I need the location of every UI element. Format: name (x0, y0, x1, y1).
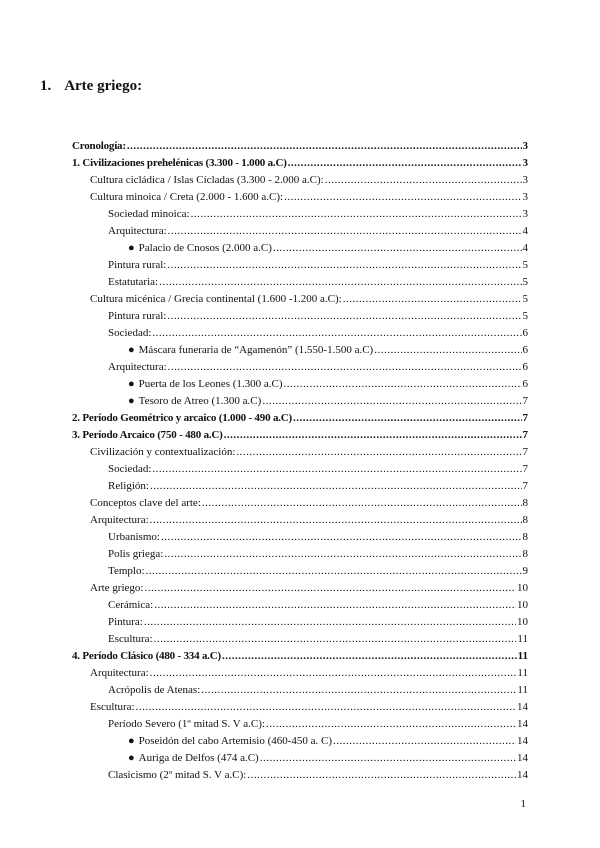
toc-entry[interactable] (72, 446, 528, 463)
toc-entry-text: Civilización y contextualización: (90, 446, 236, 458)
dot-leader (150, 480, 522, 492)
toc-entry-page: 6 (522, 344, 528, 356)
dot-leader (293, 412, 521, 424)
toc-entry-title (90, 701, 135, 713)
dot-leader (150, 514, 522, 526)
toc-entry[interactable] (72, 599, 528, 616)
toc-entry-page: 4 (522, 225, 528, 237)
toc-entry-text: Escultura: (108, 633, 153, 645)
toc-entry-page: 3 (522, 174, 528, 186)
dot-leader (222, 650, 517, 662)
toc-entry-text: Urbanismo: (108, 531, 160, 543)
toc-entry[interactable] (72, 480, 528, 497)
dot-leader (288, 157, 522, 169)
toc-entry-title (90, 582, 143, 594)
document-heading (40, 78, 142, 95)
toc-entry-title (90, 293, 342, 305)
toc-entry-text: Arquitectura: (108, 361, 167, 373)
toc-entry[interactable] (72, 718, 528, 735)
toc-entry[interactable] (72, 633, 528, 650)
toc-entry-title (108, 531, 160, 543)
toc-entry-text: Polis griega: (108, 548, 164, 560)
toc-entry-text: Templo: (108, 565, 145, 577)
dot-leader (236, 446, 521, 458)
toc-entry-page: 10 (517, 599, 528, 611)
toc-entry-page: 11 (517, 650, 528, 662)
toc-entry-page: 5 (522, 276, 528, 288)
dot-leader (144, 616, 516, 628)
toc-entry-page: 11 (517, 633, 528, 645)
toc-entry-text: Pintura rural: (108, 259, 167, 271)
toc-entry-text: 1. Civilizaciones prehelénicas (3.300 - 1.000 a.C) (72, 157, 287, 169)
toc-entry-page: 7 (522, 412, 528, 424)
toc-entry-page: 14 (517, 701, 528, 713)
toc-entry-title (90, 667, 149, 679)
toc-entry-text: Pintura: (108, 616, 143, 628)
toc-entry-title (90, 514, 149, 526)
dot-leader (284, 191, 521, 203)
dot-leader (152, 327, 521, 339)
toc-entry-title (90, 174, 324, 186)
toc-entry[interactable] (72, 463, 528, 480)
toc-entry-page: 4 (522, 242, 528, 254)
toc-entry-title (128, 242, 272, 254)
toc-entry[interactable] (72, 191, 528, 208)
toc-entry-title (128, 378, 283, 390)
toc-entry[interactable] (72, 327, 528, 344)
toc-entry-text: Poseidón del cabo Artemisio (460-450 a. C) (138, 735, 333, 747)
dot-leader (167, 259, 521, 271)
toc-entry-page: 11 (517, 684, 528, 696)
toc-entry-text: Estatutaria: (108, 276, 159, 288)
toc-entry-title (108, 616, 143, 628)
toc-entry-title (108, 769, 246, 781)
toc-entry-page: 7 (522, 446, 528, 458)
toc-entry[interactable] (72, 310, 528, 327)
bullet-icon: ● (128, 378, 135, 390)
toc-entry[interactable] (72, 514, 528, 531)
toc-entry-title (108, 276, 158, 288)
dot-leader (150, 667, 517, 679)
bullet-icon: ● (128, 395, 135, 407)
toc-entry[interactable] (72, 752, 528, 769)
dot-leader (144, 582, 516, 594)
toc-entry-text: Arquitectura: (90, 667, 149, 679)
toc-entry-title (108, 565, 145, 577)
toc-entry[interactable] (72, 701, 528, 718)
dot-leader (168, 225, 522, 237)
toc-entry-page: 6 (522, 327, 528, 339)
dot-leader (333, 735, 516, 747)
toc-entry-text: Tesoro de Atreo (1.300 a.C) (138, 395, 262, 407)
toc-entry-text: Cronología: (72, 140, 126, 152)
toc-entry[interactable] (72, 140, 528, 157)
toc-entry-title (72, 429, 223, 441)
toc-entry-text: Período Severo (1º mitad S. V a.C): (108, 718, 265, 730)
toc-entry-title (128, 395, 261, 407)
toc-entry-title (90, 497, 201, 509)
toc-entry[interactable] (72, 174, 528, 191)
toc-entry-page: 8 (522, 531, 528, 543)
toc-entry[interactable] (72, 361, 528, 378)
toc-entry-text: Acrópolis de Atenas: (108, 684, 201, 696)
toc-entry-page: 14 (517, 769, 528, 781)
toc-entry-text: Puerta de los Leones (1.300 a.C) (138, 378, 283, 390)
toc-entry[interactable] (72, 412, 528, 429)
dot-leader (152, 463, 521, 475)
toc-entry-title (108, 633, 153, 645)
toc-entry-page: 9 (522, 565, 528, 577)
toc-entry[interactable] (72, 650, 528, 667)
toc-entry-text: Clasicismo (2º mitad S. V a.C): (108, 769, 247, 781)
toc-entry-text: 3. Período Arcaico (750 - 480 a.C) (72, 429, 223, 441)
toc-entry-title (72, 650, 221, 662)
toc-entry[interactable] (72, 395, 528, 412)
dot-leader (146, 565, 522, 577)
dot-leader (167, 310, 521, 322)
toc-entry-title (108, 463, 151, 475)
toc-entry-text: Sociedad: (108, 327, 152, 339)
toc-entry-page: 6 (522, 361, 528, 373)
toc-entry-text: Cultura cicládica / Islas Cícladas (3.300 - 2.000 a.C): (90, 174, 324, 186)
toc-entry-title (108, 548, 163, 560)
toc-entry-page: 7 (522, 480, 528, 492)
toc-entry[interactable] (72, 344, 528, 361)
toc-entry-text: Religión: (108, 480, 149, 492)
toc-entry-title (90, 446, 235, 458)
toc-entry-page: 14 (517, 718, 528, 730)
toc-entry-page: 3 (522, 140, 528, 152)
toc-entry-page: 10 (517, 616, 528, 628)
toc-entry-text: Escultura: (90, 701, 135, 713)
toc-entry[interactable] (72, 548, 528, 565)
dot-leader (266, 718, 516, 730)
toc-entry-text: Conceptos clave del arte: (90, 497, 201, 509)
toc-entry-page: 6 (522, 378, 528, 390)
dot-leader (273, 242, 522, 254)
toc-entry-page: 8 (522, 548, 528, 560)
toc-entry-text: Arquitectura: (108, 225, 167, 237)
toc-entry[interactable] (72, 769, 528, 786)
bullet-icon: ● (128, 752, 135, 764)
dot-leader (191, 208, 522, 220)
dot-leader (284, 378, 522, 390)
table-of-contents (72, 140, 528, 786)
toc-entry-title (108, 684, 200, 696)
toc-entry-title (90, 191, 283, 203)
toc-entry-title (72, 412, 292, 424)
toc-entry-text: Cerámica: (108, 599, 154, 611)
toc-entry[interactable] (72, 735, 528, 752)
toc-entry-text: Auriga de Delfos (474 a.C) (138, 752, 259, 764)
dot-leader (202, 497, 522, 509)
toc-entry-page: 10 (517, 582, 528, 594)
heading-number: 1. (40, 78, 52, 94)
dot-leader (127, 140, 522, 152)
toc-entry[interactable] (72, 208, 528, 225)
toc-entry[interactable] (72, 582, 528, 599)
dot-leader (154, 599, 516, 611)
toc-entry[interactable] (72, 157, 528, 174)
toc-entry-page: 11 (517, 667, 528, 679)
toc-entry-text: Arquitectura: (90, 514, 149, 526)
toc-entry[interactable] (72, 565, 528, 582)
toc-entry[interactable] (72, 378, 528, 395)
toc-entry[interactable] (72, 225, 528, 242)
toc-entry[interactable] (72, 667, 528, 684)
toc-entry-text: 2. Período Geométrico y arcaico (1.000 - 490 a.C) (72, 412, 293, 424)
toc-entry-page: 7 (522, 429, 528, 441)
toc-entry-text: Cultura minoica / Creta (2.000 - 1.600 a.C): (90, 191, 284, 203)
toc-entry-title (128, 752, 259, 764)
toc-entry-text: Cultura micénica / Grecia continental (1.600 -1.200 a.C): (90, 293, 342, 305)
toc-entry[interactable] (72, 531, 528, 548)
dot-leader (262, 395, 521, 407)
toc-entry-title (128, 344, 373, 356)
toc-entry[interactable] (72, 242, 528, 259)
toc-entry-title (108, 208, 190, 220)
toc-entry-page: 5 (522, 310, 528, 322)
toc-entry[interactable] (72, 259, 528, 276)
toc-entry-text: Sociedad: (108, 463, 152, 475)
dot-leader (159, 276, 521, 288)
dot-leader (325, 174, 522, 186)
toc-entry-page: 7 (522, 463, 528, 475)
toc-entry-title (108, 310, 166, 322)
toc-entry-page: 8 (522, 514, 528, 526)
toc-entry-text: 4. Período Clásico (480 - 334 a.C) (72, 650, 222, 662)
bullet-icon: ● (128, 242, 135, 254)
dot-leader (168, 361, 522, 373)
toc-entry-title (108, 480, 149, 492)
toc-entry-page: 5 (522, 293, 528, 305)
dot-leader (154, 633, 517, 645)
toc-entry-title (108, 599, 153, 611)
dot-leader (224, 429, 522, 441)
toc-entry-title (72, 140, 126, 152)
bullet-icon: ● (128, 735, 135, 747)
toc-entry[interactable] (72, 684, 528, 701)
dot-leader (374, 344, 521, 356)
toc-entry-page: 3 (522, 191, 528, 203)
toc-entry[interactable] (72, 616, 528, 633)
toc-entry[interactable] (72, 276, 528, 293)
toc-entry[interactable] (72, 497, 528, 514)
dot-leader (260, 752, 516, 764)
dot-leader (201, 684, 516, 696)
toc-entry-page: 7 (522, 395, 528, 407)
toc-entry-text: Pintura rural: (108, 310, 167, 322)
toc-entry-page: 8 (522, 497, 528, 509)
toc-entry[interactable] (72, 429, 528, 446)
toc-entry-text: Palacio de Cnosos (2.000 a.C) (138, 242, 272, 254)
toc-entry-text: Máscara funeraria de “Agamenón” (1.550-1.500 a.C) (138, 344, 374, 356)
toc-entry[interactable] (72, 293, 528, 310)
toc-entry-title (108, 259, 166, 271)
bullet-icon: ● (128, 344, 135, 356)
page-number: 1 (520, 798, 526, 810)
toc-entry-text: Arte griego: (90, 582, 144, 594)
toc-entry-title (108, 718, 265, 730)
toc-entry-title (108, 225, 167, 237)
dot-leader (164, 548, 521, 560)
dot-leader (247, 769, 516, 781)
toc-entry-text: Sociedad minoica: (108, 208, 190, 220)
toc-entry-title (72, 157, 287, 169)
toc-entry-title (108, 327, 151, 339)
toc-entry-title (128, 735, 332, 747)
toc-entry-page: 3 (522, 157, 528, 169)
dot-leader (343, 293, 522, 305)
dot-leader (161, 531, 522, 543)
heading-title: Arte griego: (64, 78, 143, 94)
toc-entry-title (108, 361, 167, 373)
dot-leader (136, 701, 516, 713)
toc-entry-page: 14 (517, 735, 528, 747)
toc-entry-page: 3 (522, 208, 528, 220)
toc-entry-page: 5 (522, 259, 528, 271)
toc-entry-page: 14 (517, 752, 528, 764)
